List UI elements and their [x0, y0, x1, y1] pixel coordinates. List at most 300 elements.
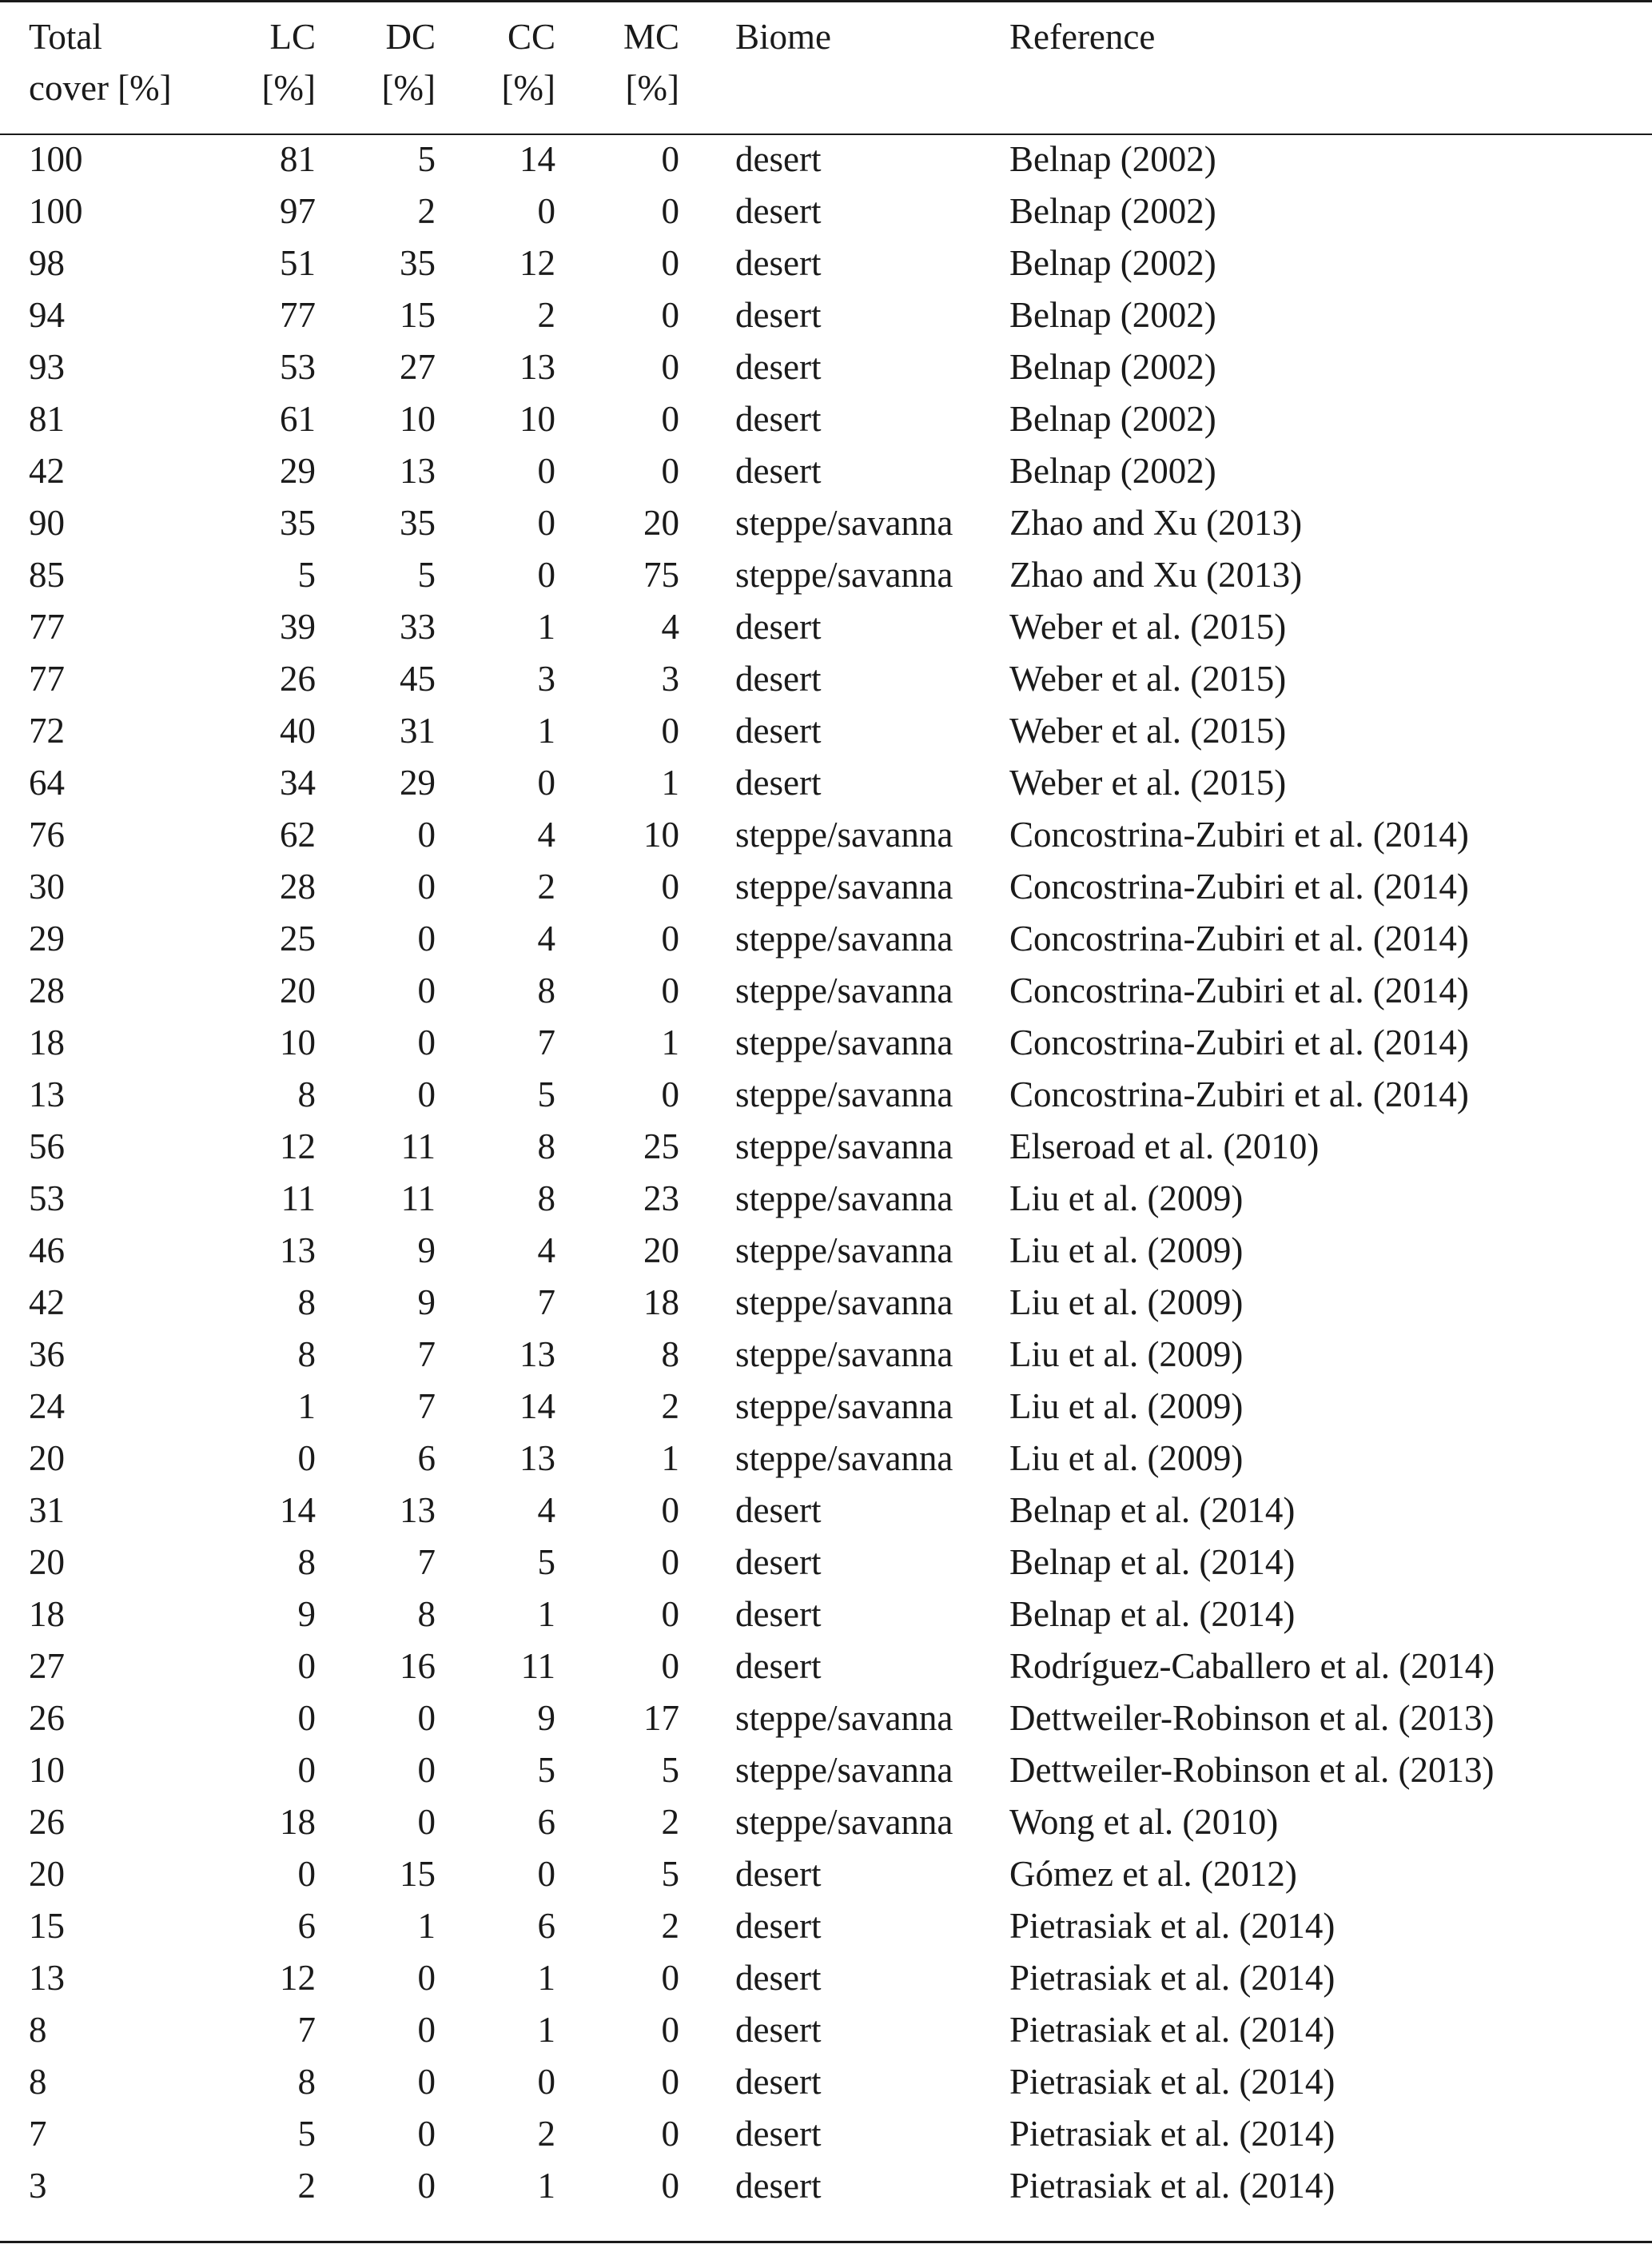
- header-row: [0, 0, 1652, 134]
- table-row: [0, 1329, 1652, 1381]
- table-row: [0, 237, 1652, 289]
- cell-reference: Concostrina-Zubiri et al. (2014): [1009, 1074, 1469, 1114]
- cell-cc: 4: [537, 1230, 555, 1270]
- cell-mc: 10: [643, 815, 679, 855]
- cell-mc: 0: [661, 1594, 679, 1634]
- cell-dc: 0: [417, 2166, 436, 2206]
- cell-biome: desert: [735, 1958, 822, 1998]
- cell-reference: Weber et al. (2015): [1009, 607, 1287, 647]
- cell-cc: 0: [537, 555, 555, 595]
- cell-reference: Pietrasiak et al. (2014): [1009, 2010, 1336, 2050]
- cell-lc: 20: [280, 971, 316, 1010]
- cell-lc: 0: [297, 1750, 316, 1790]
- cell-mc: 0: [661, 295, 679, 335]
- cell-biome: steppe/savanna: [735, 919, 953, 959]
- cell-cc: 4: [537, 919, 555, 959]
- cell-biome: steppe/savanna: [735, 1334, 953, 1374]
- cell-mc: 2: [661, 1386, 679, 1426]
- cell-lc: 26: [280, 659, 316, 699]
- cell-reference: Dettweiler-Robinson et al. (2013): [1009, 1750, 1495, 1790]
- table-row: [0, 1485, 1652, 1537]
- cell-dc: 10: [400, 399, 436, 439]
- cell-reference: Belnap (2002): [1009, 451, 1216, 491]
- cell-lc: 62: [280, 815, 316, 855]
- cell-reference: Belnap (2002): [1009, 295, 1216, 335]
- table-row: [0, 185, 1652, 237]
- cell-cc: 14: [519, 139, 555, 179]
- cell-reference: Liu et al. (2009): [1009, 1230, 1244, 1270]
- cell-cc: 0: [537, 451, 555, 491]
- cell-total-cover: 3: [29, 2166, 47, 2206]
- cell-total-cover: 77: [29, 607, 65, 647]
- cell-mc: 23: [643, 1178, 679, 1218]
- cell-lc: 34: [280, 763, 316, 803]
- cell-mc: 0: [661, 867, 679, 907]
- cell-lc: 5: [297, 2114, 316, 2154]
- table-row: [0, 134, 1652, 185]
- cell-reference: Pietrasiak et al. (2014): [1009, 1906, 1336, 1946]
- cell-reference: Weber et al. (2015): [1009, 711, 1287, 751]
- cell-biome: desert: [735, 191, 822, 231]
- cell-total-cover: 20: [29, 1542, 65, 1582]
- cell-mc: 0: [661, 971, 679, 1010]
- cell-total-cover: 98: [29, 243, 65, 283]
- cell-mc: 0: [661, 139, 679, 179]
- cell-lc: 8: [297, 1074, 316, 1114]
- cell-total-cover: 10: [29, 1750, 65, 1790]
- cell-total-cover: 81: [29, 399, 65, 439]
- table-row: [0, 1017, 1652, 1069]
- table-row: [0, 549, 1652, 601]
- cell-mc: 0: [661, 2010, 679, 2050]
- bottom-rule: [0, 2241, 1652, 2243]
- cell-dc: 8: [417, 1594, 436, 1634]
- cell-reference: Belnap et al. (2014): [1009, 1490, 1296, 1530]
- cell-total-cover: 29: [29, 919, 65, 959]
- cell-dc: 31: [400, 711, 436, 751]
- cell-lc: 81: [280, 139, 316, 179]
- table-row: [0, 757, 1652, 809]
- cell-total-cover: 28: [29, 971, 65, 1010]
- cell-lc: 8: [297, 1334, 316, 1374]
- cell-cc: 3: [537, 659, 555, 699]
- cell-reference: Concostrina-Zubiri et al. (2014): [1009, 971, 1469, 1010]
- cell-lc: 97: [280, 191, 316, 231]
- cell-dc: 5: [417, 555, 436, 595]
- cell-total-cover: 85: [29, 555, 65, 595]
- cell-dc: 7: [417, 1542, 436, 1582]
- cell-total-cover: 20: [29, 1438, 65, 1478]
- cell-cc: 7: [537, 1282, 555, 1322]
- cell-biome: desert: [735, 295, 822, 335]
- table-row: [0, 393, 1652, 445]
- table-row: [0, 1640, 1652, 1692]
- table-row: [0, 1588, 1652, 1640]
- cell-dc: 0: [417, 867, 436, 907]
- cell-dc: 16: [400, 1646, 436, 1686]
- table-row: [0, 1848, 1652, 1900]
- cell-cc: 1: [537, 2010, 555, 2050]
- cell-reference: Pietrasiak et al. (2014): [1009, 2062, 1336, 2102]
- cell-dc: 0: [417, 815, 436, 855]
- cell-lc: 0: [297, 1698, 316, 1738]
- table-row: [0, 1692, 1652, 1744]
- cell-lc: 1: [297, 1386, 316, 1426]
- cell-dc: 11: [400, 1178, 436, 1218]
- cell-mc: 8: [661, 1334, 679, 1374]
- cell-reference: Concostrina-Zubiri et al. (2014): [1009, 867, 1469, 907]
- cell-total-cover: 100: [29, 139, 83, 179]
- cell-lc: 18: [280, 1802, 316, 1842]
- cell-biome: steppe/savanna: [735, 555, 953, 595]
- cell-total-cover: 53: [29, 1178, 65, 1218]
- cell-mc: 0: [661, 2114, 679, 2154]
- cell-biome: steppe/savanna: [735, 1386, 953, 1426]
- table-row: [0, 705, 1652, 757]
- cell-dc: 0: [417, 1750, 436, 1790]
- table-row: [0, 1433, 1652, 1485]
- cell-cc: 13: [519, 1334, 555, 1374]
- cell-biome: desert: [735, 2166, 822, 2206]
- cell-lc: 0: [297, 1646, 316, 1686]
- cell-mc: 1: [661, 1438, 679, 1478]
- table-row: [0, 1121, 1652, 1173]
- cell-lc: 6: [297, 1906, 316, 1946]
- cell-mc: 4: [661, 607, 679, 647]
- cell-lc: 25: [280, 919, 316, 959]
- cell-cc: 6: [537, 1802, 555, 1842]
- cell-lc: 12: [280, 1126, 316, 1166]
- cell-mc: 1: [661, 1022, 679, 1062]
- cell-reference: Liu et al. (2009): [1009, 1178, 1244, 1218]
- cell-reference: Pietrasiak et al. (2014): [1009, 1958, 1336, 1998]
- table-row: [0, 1173, 1652, 1225]
- cell-dc: 0: [417, 1074, 436, 1114]
- cell-cc: 5: [537, 1074, 555, 1114]
- table-row: [0, 965, 1652, 1017]
- cell-cc: 1: [537, 1594, 555, 1634]
- cell-total-cover: 46: [29, 1230, 65, 1270]
- cell-biome: desert: [735, 1906, 822, 1946]
- table-row: [0, 601, 1652, 653]
- cell-cc: 1: [537, 711, 555, 751]
- cell-lc: 11: [281, 1178, 316, 1218]
- cell-cc: 1: [537, 607, 555, 647]
- cell-reference: Liu et al. (2009): [1009, 1386, 1244, 1426]
- table-header: [0, 0, 1652, 134]
- cell-reference: Concostrina-Zubiri et al. (2014): [1009, 1022, 1469, 1062]
- table-row: [0, 1796, 1652, 1848]
- table-row: [0, 2160, 1652, 2212]
- cell-cc: 8: [537, 1178, 555, 1218]
- cell-mc: 0: [661, 1958, 679, 1998]
- cell-biome: steppe/savanna: [735, 1282, 953, 1322]
- header-biome: Biome: [735, 17, 831, 57]
- cell-biome: desert: [735, 139, 822, 179]
- cell-total-cover: 31: [29, 1490, 65, 1530]
- cell-total-cover: 18: [29, 1022, 65, 1062]
- cell-dc: 0: [417, 1698, 436, 1738]
- cell-mc: 2: [661, 1802, 679, 1842]
- cell-lc: 14: [280, 1490, 316, 1530]
- cell-reference: Weber et al. (2015): [1009, 763, 1287, 803]
- cell-biome: desert: [735, 2062, 822, 2102]
- cell-reference: Wong et al. (2010): [1009, 1802, 1279, 1842]
- cell-dc: 0: [417, 2010, 436, 2050]
- cell-total-cover: 15: [29, 1906, 65, 1946]
- table-row: [0, 1381, 1652, 1433]
- cell-reference: Belnap (2002): [1009, 191, 1216, 231]
- table-row: [0, 1952, 1652, 2004]
- cell-dc: 0: [417, 919, 436, 959]
- cell-lc: 39: [280, 607, 316, 647]
- cell-total-cover: 77: [29, 659, 65, 699]
- header-dc: DC [%]: [381, 17, 436, 108]
- cell-cc: 7: [537, 1022, 555, 1062]
- cell-mc: 0: [661, 451, 679, 491]
- table-row: [0, 445, 1652, 497]
- cell-total-cover: 26: [29, 1802, 65, 1842]
- cell-biome: steppe/savanna: [735, 1074, 953, 1114]
- cell-dc: 7: [417, 1386, 436, 1426]
- table-row: [0, 1225, 1652, 1277]
- cell-cc: 0: [537, 2062, 555, 2102]
- cell-dc: 11: [400, 1126, 436, 1166]
- table-row: [0, 497, 1652, 549]
- cell-mc: 0: [661, 711, 679, 751]
- cell-cc: 0: [537, 191, 555, 231]
- cell-cc: 8: [537, 971, 555, 1010]
- cell-lc: 8: [297, 1282, 316, 1322]
- cell-cc: 13: [519, 1438, 555, 1478]
- cell-total-cover: 42: [29, 1282, 65, 1322]
- cell-mc: 5: [661, 1750, 679, 1790]
- cell-mc: 0: [661, 1490, 679, 1530]
- cell-mc: 0: [661, 1542, 679, 1582]
- cell-lc: 8: [297, 2062, 316, 2102]
- table-row: [0, 913, 1652, 965]
- cell-lc: 2: [297, 2166, 316, 2206]
- cell-reference: Liu et al. (2009): [1009, 1282, 1244, 1322]
- cell-total-cover: 13: [29, 1074, 65, 1114]
- cell-cc: 1: [537, 2166, 555, 2206]
- cell-biome: steppe/savanna: [735, 1802, 953, 1842]
- cell-dc: 7: [417, 1334, 436, 1374]
- cell-total-cover: 30: [29, 867, 65, 907]
- cell-total-cover: 93: [29, 347, 65, 387]
- cell-lc: 35: [280, 503, 316, 543]
- table-body: [0, 134, 1652, 2212]
- cell-reference: Liu et al. (2009): [1009, 1334, 1244, 1374]
- cell-reference: Belnap et al. (2014): [1009, 1594, 1296, 1634]
- cell-dc: 27: [400, 347, 436, 387]
- header-cc: CC [%]: [501, 17, 555, 108]
- cell-total-cover: 56: [29, 1126, 65, 1166]
- cell-lc: 0: [297, 1438, 316, 1478]
- cell-dc: 29: [400, 763, 436, 803]
- cell-lc: 10: [280, 1022, 316, 1062]
- cell-biome: desert: [735, 399, 822, 439]
- cell-total-cover: 42: [29, 451, 65, 491]
- table-row: [0, 2004, 1652, 2056]
- cell-total-cover: 8: [29, 2010, 47, 2050]
- cell-lc: 5: [297, 555, 316, 595]
- cell-biome: desert: [735, 763, 822, 803]
- cell-dc: 35: [400, 243, 436, 283]
- cell-dc: 9: [417, 1282, 436, 1322]
- cell-total-cover: 8: [29, 2062, 47, 2102]
- cell-cc: 1: [537, 1958, 555, 1998]
- cell-total-cover: 7: [29, 2114, 47, 2154]
- cell-biome: desert: [735, 2114, 822, 2154]
- cell-cc: 5: [537, 1750, 555, 1790]
- cell-mc: 20: [643, 503, 679, 543]
- cell-total-cover: 13: [29, 1958, 65, 1998]
- cell-dc: 0: [417, 1802, 436, 1842]
- cell-cc: 2: [537, 2114, 555, 2154]
- cell-mc: 18: [643, 1282, 679, 1322]
- cell-reference: Dettweiler-Robinson et al. (2013): [1009, 1698, 1495, 1738]
- cell-total-cover: 27: [29, 1646, 65, 1686]
- table-row: [0, 1069, 1652, 1121]
- cell-biome: desert: [735, 2010, 822, 2050]
- cell-biome: desert: [735, 347, 822, 387]
- cell-reference: Concostrina-Zubiri et al. (2014): [1009, 815, 1469, 855]
- cell-dc: 15: [400, 1854, 436, 1894]
- cell-cc: 0: [537, 1854, 555, 1894]
- cell-cc: 13: [519, 347, 555, 387]
- table-row: [0, 1277, 1652, 1329]
- cell-biome: desert: [735, 659, 822, 699]
- cell-reference: Rodríguez-Caballero et al. (2014): [1009, 1646, 1495, 1686]
- cell-biome: steppe/savanna: [735, 971, 953, 1010]
- cell-reference: Pietrasiak et al. (2014): [1009, 2114, 1336, 2154]
- cell-total-cover: 90: [29, 503, 65, 543]
- cell-lc: 61: [280, 399, 316, 439]
- cell-cc: 9: [537, 1698, 555, 1738]
- cell-reference: Liu et al. (2009): [1009, 1438, 1244, 1478]
- cell-mc: 25: [643, 1126, 679, 1166]
- cell-reference: Belnap (2002): [1009, 243, 1216, 283]
- cell-lc: 28: [280, 867, 316, 907]
- cell-biome: steppe/savanna: [735, 815, 953, 855]
- cell-biome: desert: [735, 1646, 822, 1686]
- cell-lc: 7: [297, 2010, 316, 2050]
- cell-lc: 29: [280, 451, 316, 491]
- cell-dc: 0: [417, 971, 436, 1010]
- cell-total-cover: 24: [29, 1386, 65, 1426]
- cell-reference: Pietrasiak et al. (2014): [1009, 2166, 1336, 2206]
- cell-biome: steppe/savanna: [735, 867, 953, 907]
- cell-dc: 0: [417, 2114, 436, 2154]
- cell-lc: 77: [280, 295, 316, 335]
- cell-dc: 0: [417, 1958, 436, 1998]
- cell-dc: 2: [417, 191, 436, 231]
- table-row: [0, 861, 1652, 913]
- cell-lc: 8: [297, 1542, 316, 1582]
- cell-biome: desert: [735, 1542, 822, 1582]
- table-row: [0, 809, 1652, 861]
- cell-biome: steppe/savanna: [735, 1178, 953, 1218]
- table-row: [0, 2056, 1652, 2108]
- cell-total-cover: 76: [29, 815, 65, 855]
- cell-mc: 0: [661, 919, 679, 959]
- cell-dc: 35: [400, 503, 436, 543]
- cell-mc: 0: [661, 243, 679, 283]
- cell-cc: 0: [537, 763, 555, 803]
- cell-cc: 2: [537, 867, 555, 907]
- cell-lc: 40: [280, 711, 316, 751]
- cell-total-cover: 20: [29, 1854, 65, 1894]
- cell-biome: desert: [735, 243, 822, 283]
- cell-reference: Weber et al. (2015): [1009, 659, 1287, 699]
- cell-lc: 13: [280, 1230, 316, 1270]
- cell-biome: steppe/savanna: [735, 503, 953, 543]
- cell-total-cover: 26: [29, 1698, 65, 1738]
- cell-biome: steppe/savanna: [735, 1438, 953, 1478]
- cell-cc: 14: [519, 1386, 555, 1426]
- cell-mc: 0: [661, 399, 679, 439]
- cell-cc: 6: [537, 1906, 555, 1946]
- cell-total-cover: 36: [29, 1334, 65, 1374]
- cell-reference: Concostrina-Zubiri et al. (2014): [1009, 919, 1469, 959]
- cell-biome: desert: [735, 1594, 822, 1634]
- cell-total-cover: 94: [29, 295, 65, 335]
- cell-lc: 53: [280, 347, 316, 387]
- cell-lc: 9: [297, 1594, 316, 1634]
- cell-biome: steppe/savanna: [735, 1230, 953, 1270]
- cell-lc: 0: [297, 1854, 316, 1894]
- cell-mc: 75: [643, 555, 679, 595]
- cell-mc: 0: [661, 1074, 679, 1114]
- cell-dc: 45: [400, 659, 436, 699]
- cell-reference: Gómez et al. (2012): [1009, 1854, 1297, 1894]
- cell-mc: 3: [661, 659, 679, 699]
- table-row: [0, 2108, 1652, 2160]
- cell-reference: Belnap et al. (2014): [1009, 1542, 1296, 1582]
- cell-total-cover: 72: [29, 711, 65, 751]
- cell-biome: desert: [735, 451, 822, 491]
- cell-dc: 9: [417, 1230, 436, 1270]
- cell-mc: 0: [661, 1646, 679, 1686]
- cell-dc: 33: [400, 607, 436, 647]
- cell-reference: Belnap (2002): [1009, 399, 1216, 439]
- cell-biome: steppe/savanna: [735, 1022, 953, 1062]
- cell-mc: 1: [661, 763, 679, 803]
- cell-biome: desert: [735, 1854, 822, 1894]
- cell-lc: 12: [280, 1958, 316, 1998]
- cell-mc: 0: [661, 2062, 679, 2102]
- cell-reference: Belnap (2002): [1009, 347, 1216, 387]
- header-mc: MC [%]: [623, 17, 679, 108]
- cell-biome: steppe/savanna: [735, 1126, 953, 1166]
- header-reference: Reference: [1009, 17, 1156, 57]
- table-row: [0, 289, 1652, 341]
- cell-reference: Zhao and Xu (2013): [1009, 503, 1303, 543]
- cell-biome: steppe/savanna: [735, 1698, 953, 1738]
- cell-mc: 2: [661, 1906, 679, 1946]
- table-row: [0, 341, 1652, 393]
- cell-reference: Elseroad et al. (2010): [1009, 1126, 1320, 1166]
- cell-total-cover: 64: [29, 763, 65, 803]
- cell-biome: desert: [735, 711, 822, 751]
- table-row: [0, 1900, 1652, 1952]
- cell-total-cover: 100: [29, 191, 83, 231]
- cell-mc: 17: [643, 1698, 679, 1738]
- cell-dc: 0: [417, 2062, 436, 2102]
- cell-cc: 5: [537, 1542, 555, 1582]
- cell-mc: 0: [661, 2166, 679, 2206]
